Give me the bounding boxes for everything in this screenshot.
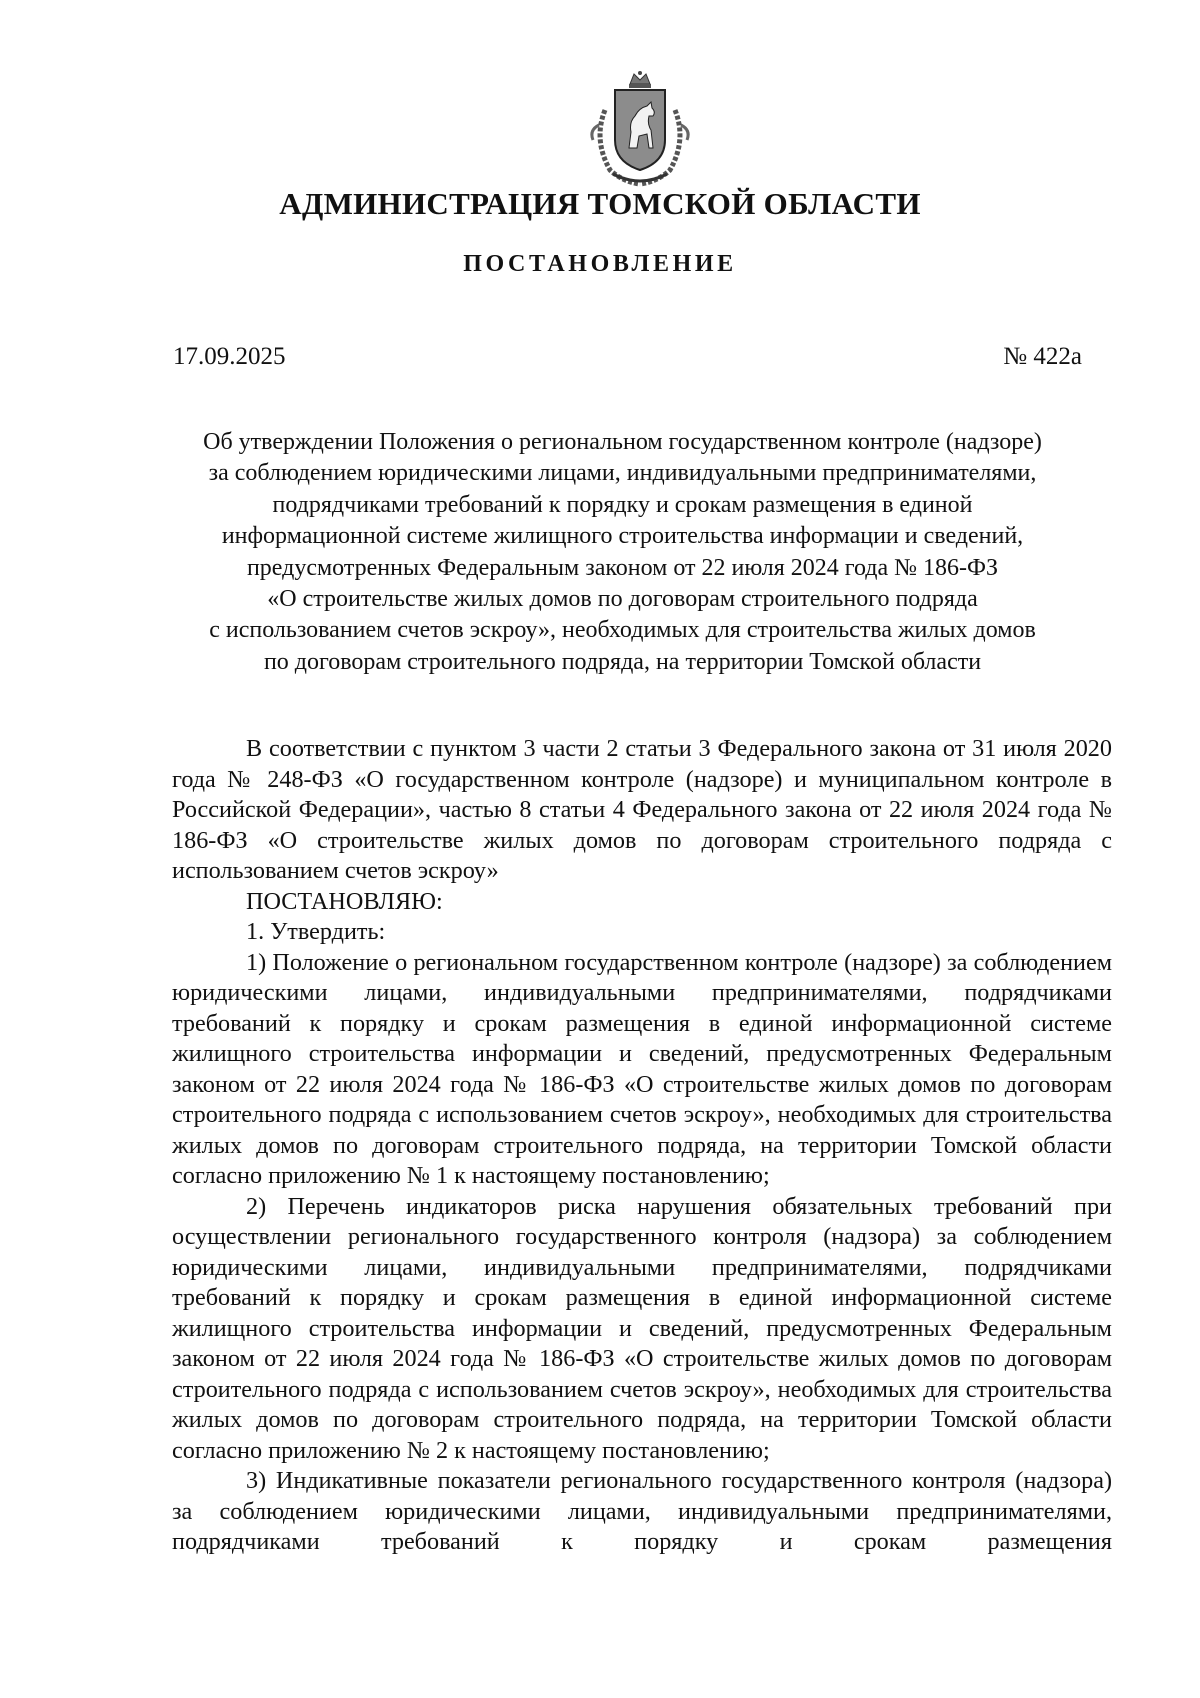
subject-line: Об утверждении Положения о региональном государственном контроле (надзоре): [203, 429, 1042, 455]
organization-name: АДМИНИСТРАЦИЯ ТОМСКОЙ ОБЛАСТИ: [279, 186, 921, 221]
document-type: ПОСТАНОВЛЕНИЕ: [463, 251, 737, 277]
subject-line: «О строительстве жилых домов по договорам строительного подряда: [267, 586, 978, 613]
preamble-paragraph: В соответствии с пунктом 3 части 2 статьи 3 Федерального закона от 31 июля 2020 года № 248-ФЗ «О государственном контроле (надзоре) и муниципальном контроле в Российской Федерации», частью 8 статьи 4 Федерального закона от 22 июля 2024 года № 186-ФЗ «О строительстве жилых домов по договорам строительного подряда с использованием счетов эскроу»: [172, 735, 1112, 884]
resolve-clause: ПОСТАНОВЛЯЮ:: [246, 887, 443, 915]
subject-line: подрядчиками требований к порядку и срокам размещения в единой: [272, 491, 973, 518]
document-number: № 422а: [1003, 343, 1082, 370]
coat-of-arms-icon: [585, 70, 695, 188]
item-1-heading: 1. Утвердить:: [246, 918, 386, 945]
subject-line: с использованием счетов эскроу», необходимых для строительства жилых домов: [209, 617, 1036, 644]
subject-line: информационной системе жилищного строительства информации и сведений,: [221, 523, 1024, 550]
document-body: [172, 734, 1112, 1558]
document-date: 17.09.2025: [173, 343, 286, 370]
subject-line: предусмотренных Федеральным законом от 22 июля 2024 года № 186-ФЗ: [246, 554, 999, 581]
subject-line: по договорам строительного подряда, на территории Томской области: [263, 648, 982, 675]
subitem-1-paragraph: 1) Положение о региональном государственном контроле (надзоре) за соблюдением юридическими лицами, индивидуальными предпринимателями, подрядчиками требований к порядку и срокам размещения в единой информационной системе жилищного строительства информации и сведений, предусмотренных Федеральным законом от 22 июля 2024 года № 186-ФЗ «О строительстве жилых домов по договорам строительного подряда с использованием счетов эскроу», необходимых для строительства жилых домов по договорам строительного подряда, на территории Томской области согласно приложению № 1 к настоящему постановлению;: [172, 948, 1112, 1189]
document-subject: [150, 427, 1095, 678]
subitem-2-paragraph: 2) Перечень индикаторов риска нарушения обязательных требований при осуществлении регионального государственного контроля (надзора) за соблюдением юридическими лицами, индивидуальными предпринимателями, подрядчиками требований к порядку и срокам размещения в единой информационной системе жилищного строительства информации и сведений, предусмотренных Федеральным законом от 22 июля 2024 года № 186-ФЗ «О строительстве жилых домов по договорам строительного подряда с использованием счетов эскроу», необходимых для строительства жилых домов по договорам строительного подряда, на территории Томской области согласно приложению № 2 к настоящему постановлению;: [172, 1192, 1112, 1464]
subject-line: за соблюдением юридическими лицами, индивидуальными предпринимателями,: [208, 460, 1037, 487]
subitem-3-paragraph: 3) Индикативные показатели регионального государственного контроля (надзора) за соблюдением юридическими лицами, индивидуальными предпринимателями, подрядчиками требований к порядку и срокам размещения: [172, 1467, 1112, 1555]
